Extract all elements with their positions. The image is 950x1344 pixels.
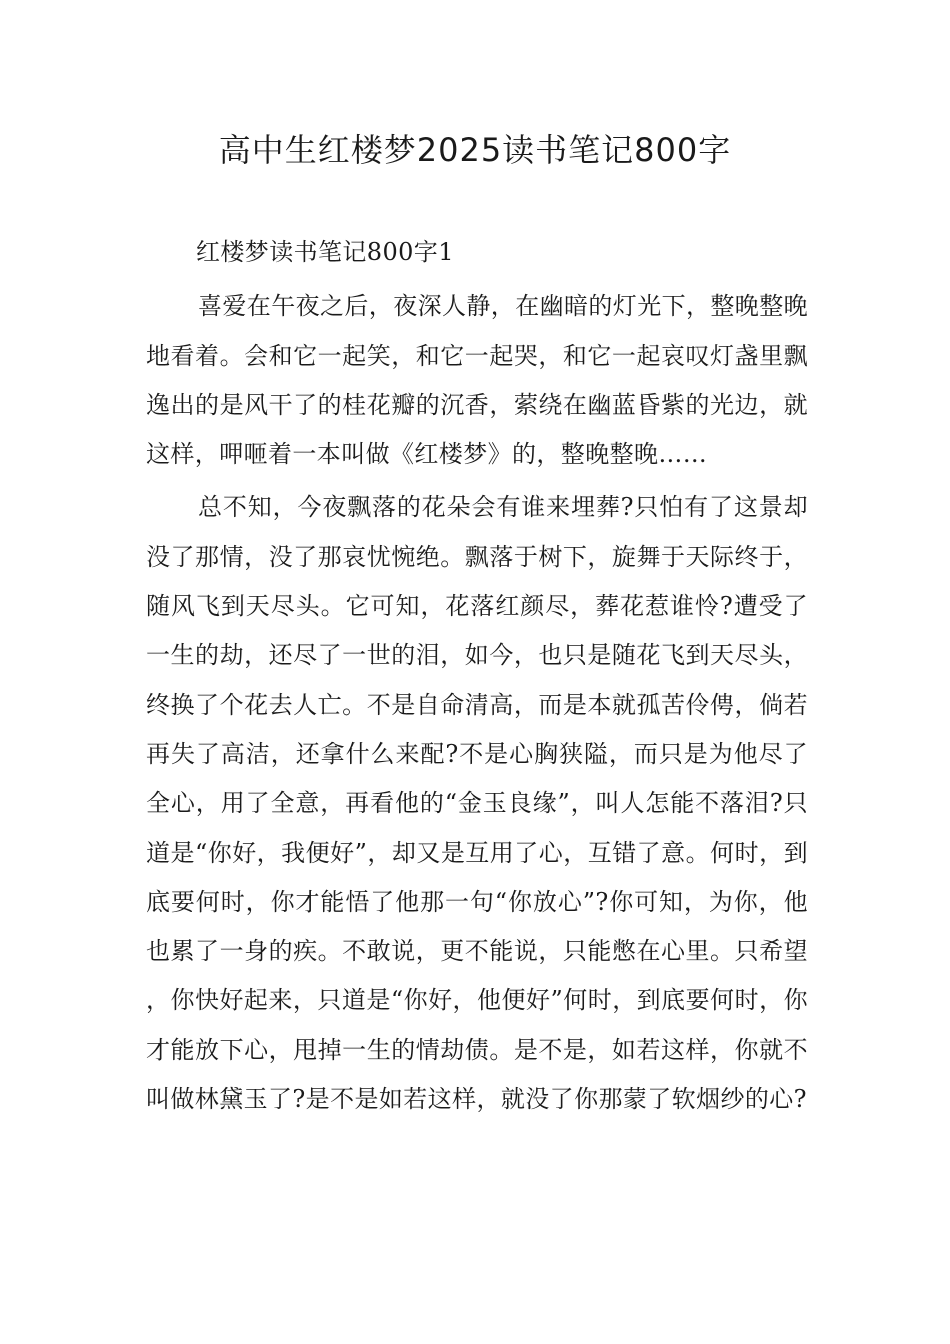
document-title: 高中生红楼梦2025读书笔记800字 (218, 131, 732, 169)
paragraph-1: 喜爱在午夜之后，夜深人静，在幽暗的灯光下，整晚整晚地看着。会和它一起笑，和它一起哭，和它一起哀叹灯盏里飘逸出的是风干了的桂花瓣的沉香，萦绕在幽蓝昏紫的光边，就这样，呷咂着一本叫做《红楼梦》的，整晚整晚…… (146, 292, 808, 469)
paragraph-2: 总不知，今夜飘落的花朵会有谁来埋葬?只怕有了这景却没了那情，没了那哀忧惋绝。飘落于树下，旋舞于天际终于，随风飞到天尽头。它可知，花落红颜尽，葬花惹谁怜?遭受了一生的劫，还尽了一世的泪，如今，也只是随花飞到天尽头，终换了个花去人亡。不是自命清高，而是本就孤苦伶俜，倘若再失了高洁，还拿什么来配?不是心胸狭隘，而只是为他尽了全心，用了全意，再看他的“金玉良缘”，叫人怎能不落泪?只道是“你好，我便好”，却又是互用了心，互错了意。何时，到底要何时，你才能悟了他那一句“你放心”?你可知，为你，他也累了一身的疾。不敢说，更不能说，只能憋在心里。只希望，你快好起来，只道是“你好，他便好”何时，到底要何时，你才能放下心，甩掉一生的情劫债。是不是，如若这样，你就不叫做林黛玉了?是不是如若这样，就没了你那蒙了软烟纱的心? (146, 493, 808, 1114)
section-heading: 红楼梦读书笔记800字1 (196, 238, 454, 266)
document-body (146, 228, 808, 1124)
